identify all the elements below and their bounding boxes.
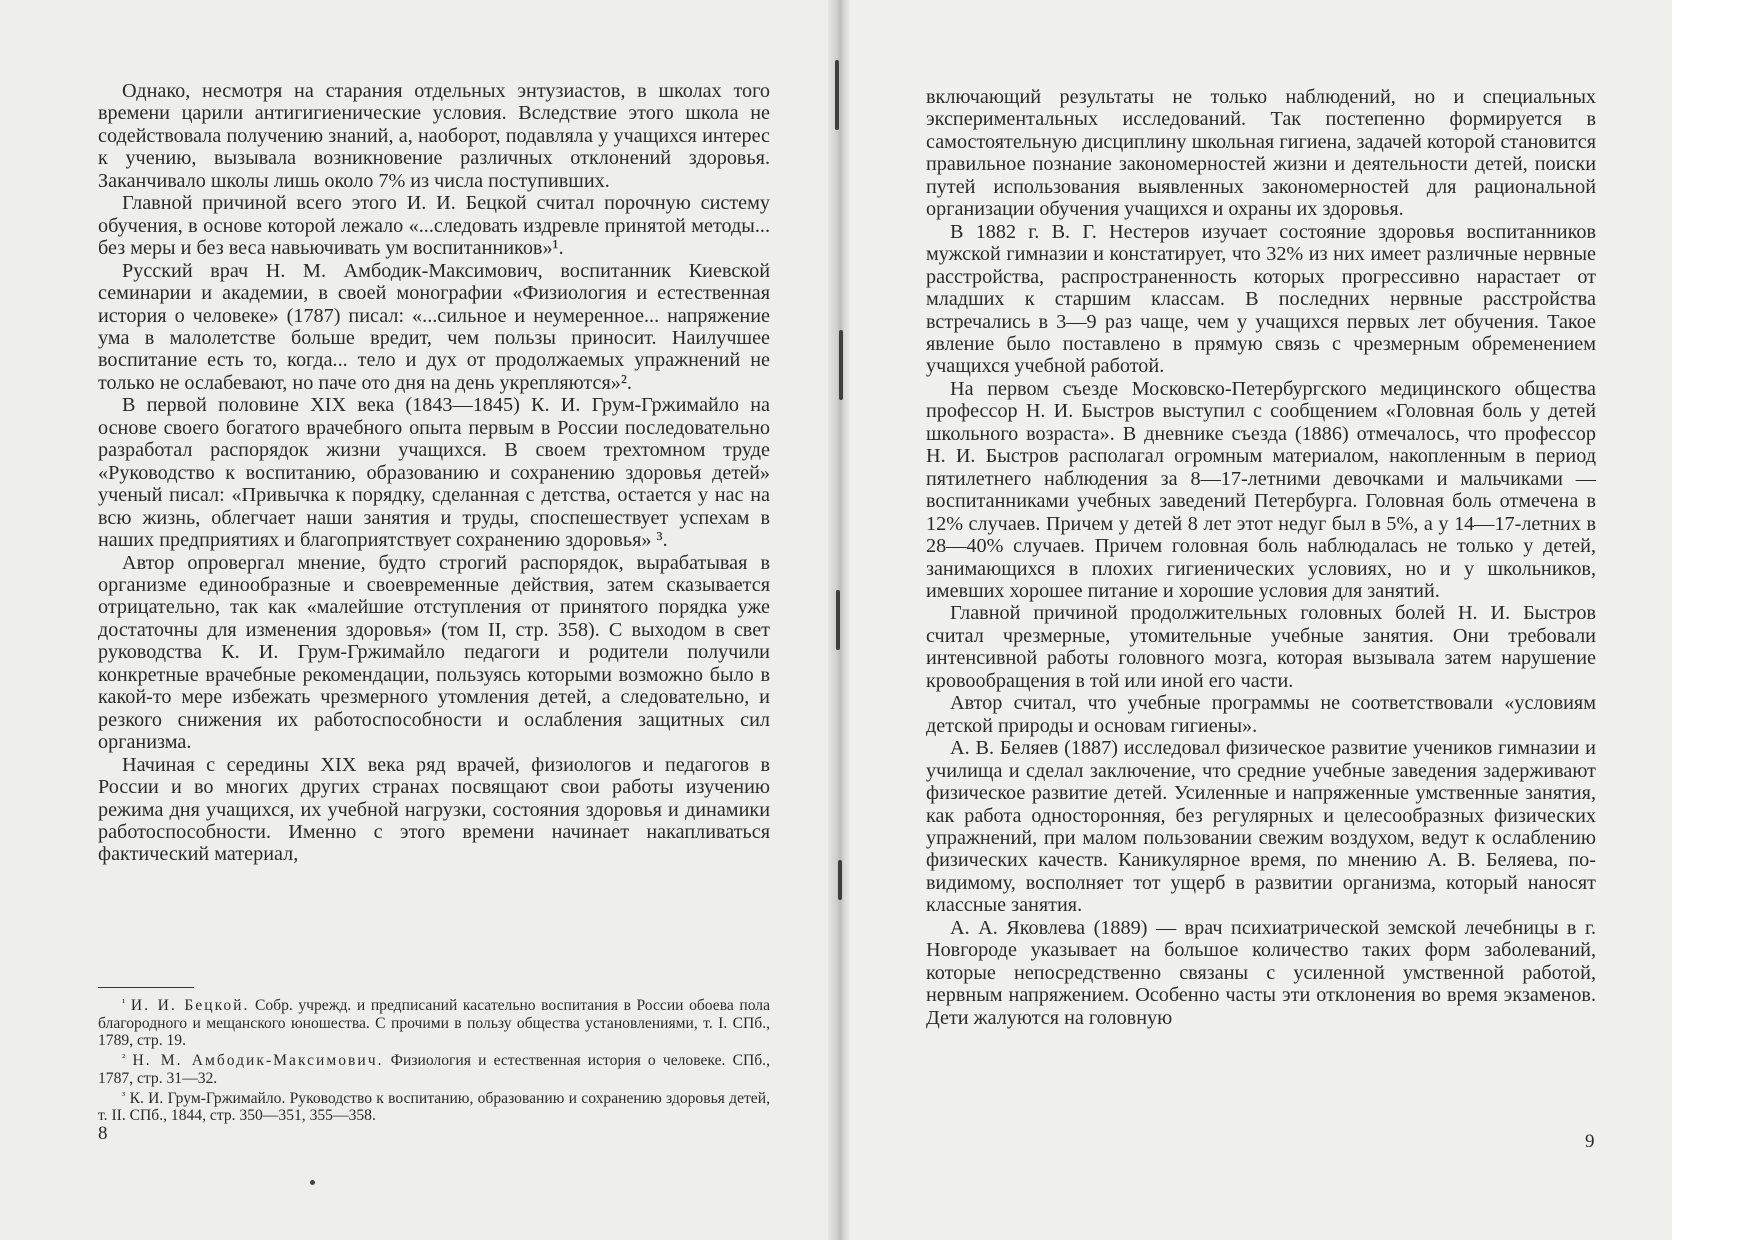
binding-stitch — [839, 330, 843, 400]
footnote — [98, 1088, 770, 1125]
binding-stitch — [836, 590, 840, 650]
footnote-text: Собр. учрежд. и предписаний касательно воспитания в России обоева пола благородного и мещанского юношества. С прочими в пользу общества установлениями, т. I. СПб., 1789, стр. 19. — [98, 997, 770, 1050]
paragraph: Русский врач Н. М. Амбодик-Максимович, воспитанник Киевской семинарии и академии, в своей монографии «Физиология и естественная история о человеке» (1787) писал: «...сильное и неумеренное... напряжение ума в малолетстве больше вредит, чем пользы приносит. Наилучшее воспитание есть то, когда... тело и дух от продолжаемых упражнений не только не ослабевают, но паче ото дня на день укрепляются»². — [98, 259, 770, 394]
footnote-text: Руководство к воспитанию, образованию и сохранению здоровья детей, т. II. СПб., 1844, стр. 350—351, 355—358. — [98, 1089, 770, 1125]
footnote-text: Физиология и естественная история о человеке. СПб., 1787, стр. 31—32. — [98, 1052, 770, 1087]
paragraph: Главной причиной всего этого И. И. Бецкой считал порочную систему обучения, в основе которой лежало «...следовать издревле принятой методы... без меры и без веса навьючивать ум воспитанников»¹. — [98, 192, 770, 260]
footnote-divider — [98, 987, 194, 988]
paragraph: Однако, несмотря на старания отдельных энтузиастов, в школах того времени царили антигигиенические условия. Вследствие этого школа не содействовала получению знаний, а, наоборот, подавляла у учащихся интерес к учению, вызывала возникновение различных отклонений здоровья. Заканчивало школы лишь около 7% из числа поступивших. — [98, 80, 770, 192]
footnote — [98, 995, 770, 1050]
footnote-mark: ² — [122, 1052, 126, 1065]
footnotes — [98, 995, 770, 1125]
paragraph: Начиная с середины XIX века ряд врачей, физиологов и педагогов в России и во многих других странах посвящают свои работы изучению режима дня учащихся, их учебной нагрузки, состояния здоровья и динамики работоспособности. Именно с этого времени начинает накапливаться фактический материал, — [98, 753, 770, 866]
footnote-author: К. И. Грум-Гржимайло. — [129, 1089, 286, 1107]
paragraph: А. А. Яковлева (1889) — врач психиатрической земской лечебницы в г. Новгороде указывает на большое количество таких форм заболеваний, которые непосредственно связаны с усиленной умственной работой, нервным напряжением. Особенно часты эти отклонения во время экзаменов. Дети жалуются на головную — [926, 916, 1596, 1029]
binding-stitch — [838, 860, 842, 900]
left-page-text — [98, 80, 770, 866]
footnote-author: Н. М. Амбодик-Максимович. — [132, 1052, 384, 1070]
footnote-mark: ³ — [122, 1089, 126, 1102]
paragraph: Главной причиной продолжительных головных болей Н. И. Быстров считал чрезмерные, утомительные учебные занятия. Они требовали интенсивной работы головного мозга, которая вызывала затем нарушение кровообращения в той или иной его части. — [926, 602, 1596, 692]
paragraph: включающий результаты не только наблюдений, но и специальных экспериментальных исследований. Так постепенно формируется в самостоятельную дисциплину школьная гигиена, задачей которой становится правильное познание закономерностей жизни и деятельности детей, поиски путей использования выявленных закономерностей для рациональной организации обучения учащихся и охраны их здоровья. — [926, 86, 1596, 221]
print-speck — [310, 1180, 315, 1185]
page-number-left: 8 — [98, 1123, 108, 1144]
footnote — [98, 1050, 770, 1087]
paragraph: На первом съезде Московско-Петербургского медицинского общества профессор Н. И. Быстров выступил с сообщением «Головная боль у детей школьного возраста». В дневнике съезда (1886) отмечалось, что профессор Н. И. Быстров располагал огромным материалом, накопленным в период пятилетнего наблюдения за 8—17-летними девочками и мальчиками — воспитанниками учебных заведений Петербурга. Головная боль отмечена в 12% случаев. Причем у детей 8 лет этот недуг был в 5%, а у 14—17-летних в 28—40% случаев. Причем головная боль наблюдалась не только у детей, занимающихся в плохих гигиенических условиях, но и у школьников, имевших хорошее питание и хорошие условия для занятий. — [926, 377, 1596, 602]
binding-stitch — [835, 60, 839, 130]
paragraph: Автор опровергал мнение, будто строгий распорядок, вырабатывая в организме единообразные и своевременные действия, затем сказывается отрицательно, так как «малейшие отступления от принятого порядка уже достаточны для изменения здоровья» (том II, стр. 358). С выходом в свет руководства К. И. Грум-Гржимайло педагоги и родители получили конкретные врачебные рекомендации, пользуясь которыми возможно было в какой-то мере избежать чрезмерного утомления детей, а следовательно, и резкого снижения их работоспособности и ослабления защитных сил организма. — [98, 551, 770, 754]
footnote-mark: ¹ — [122, 997, 126, 1009]
paragraph: Автор считал, что учебные программы не соответствовали «условиям детской природы и основам гигиены». — [926, 692, 1596, 737]
page-number-right: 9 — [1585, 1131, 1595, 1152]
paragraph: В 1882 г. В. Г. Нестеров изучает состояние здоровья воспитанников мужской гимназии и констатирует, что 32% из них имеет различные нервные расстройства, распространенность которых прогрессивно нарастает от младших к старшим классам. В последних нервные расстройства встречались в 3—9 раз чаще, чем у учащихся первых лет обучения. Такое явление было поставлено в прямую связь с чрезмерным обременением учащихся учебной работой. — [926, 220, 1596, 378]
right-page-text — [926, 86, 1596, 1029]
footnote-author: И. И. Бецкой. — [130, 997, 250, 1014]
paragraph: А. В. Беляев (1887) исследовал физическое развитие учеников гимназии и училища и сделал заключение, что средние учебные заведения задерживают физическое развитие детей. Усиленные и напряженные умственные занятия, как работа односторонняя, без регулярных и целесообразных физических упражнений, при малом пользовании свежим воздухом, ведут к ослаблению физических качеств. Каникулярное время, по мнению А. В. Беляева, по-видимому, восполняет тот ущерб в развитии организма, который наносят классные занятия. — [926, 737, 1596, 917]
paragraph: В первой половине XIX века (1843—1845) К. И. Грум-Гржимайло на основе своего богатого врачебного опыта первым в России последовательно разработал распорядок жизни учащихся. В своем трехтомном труде «Руководство к воспитанию, образованию и сохранению здоровья детей» ученый писал: «Привычка к порядку, сделанная с детства, остается у нас на всю жизнь, облегчает наши занятия и труды, споспешествует успехам в наших предприятиях и благоприятствует сохранению здоровья» ³. — [98, 394, 770, 552]
